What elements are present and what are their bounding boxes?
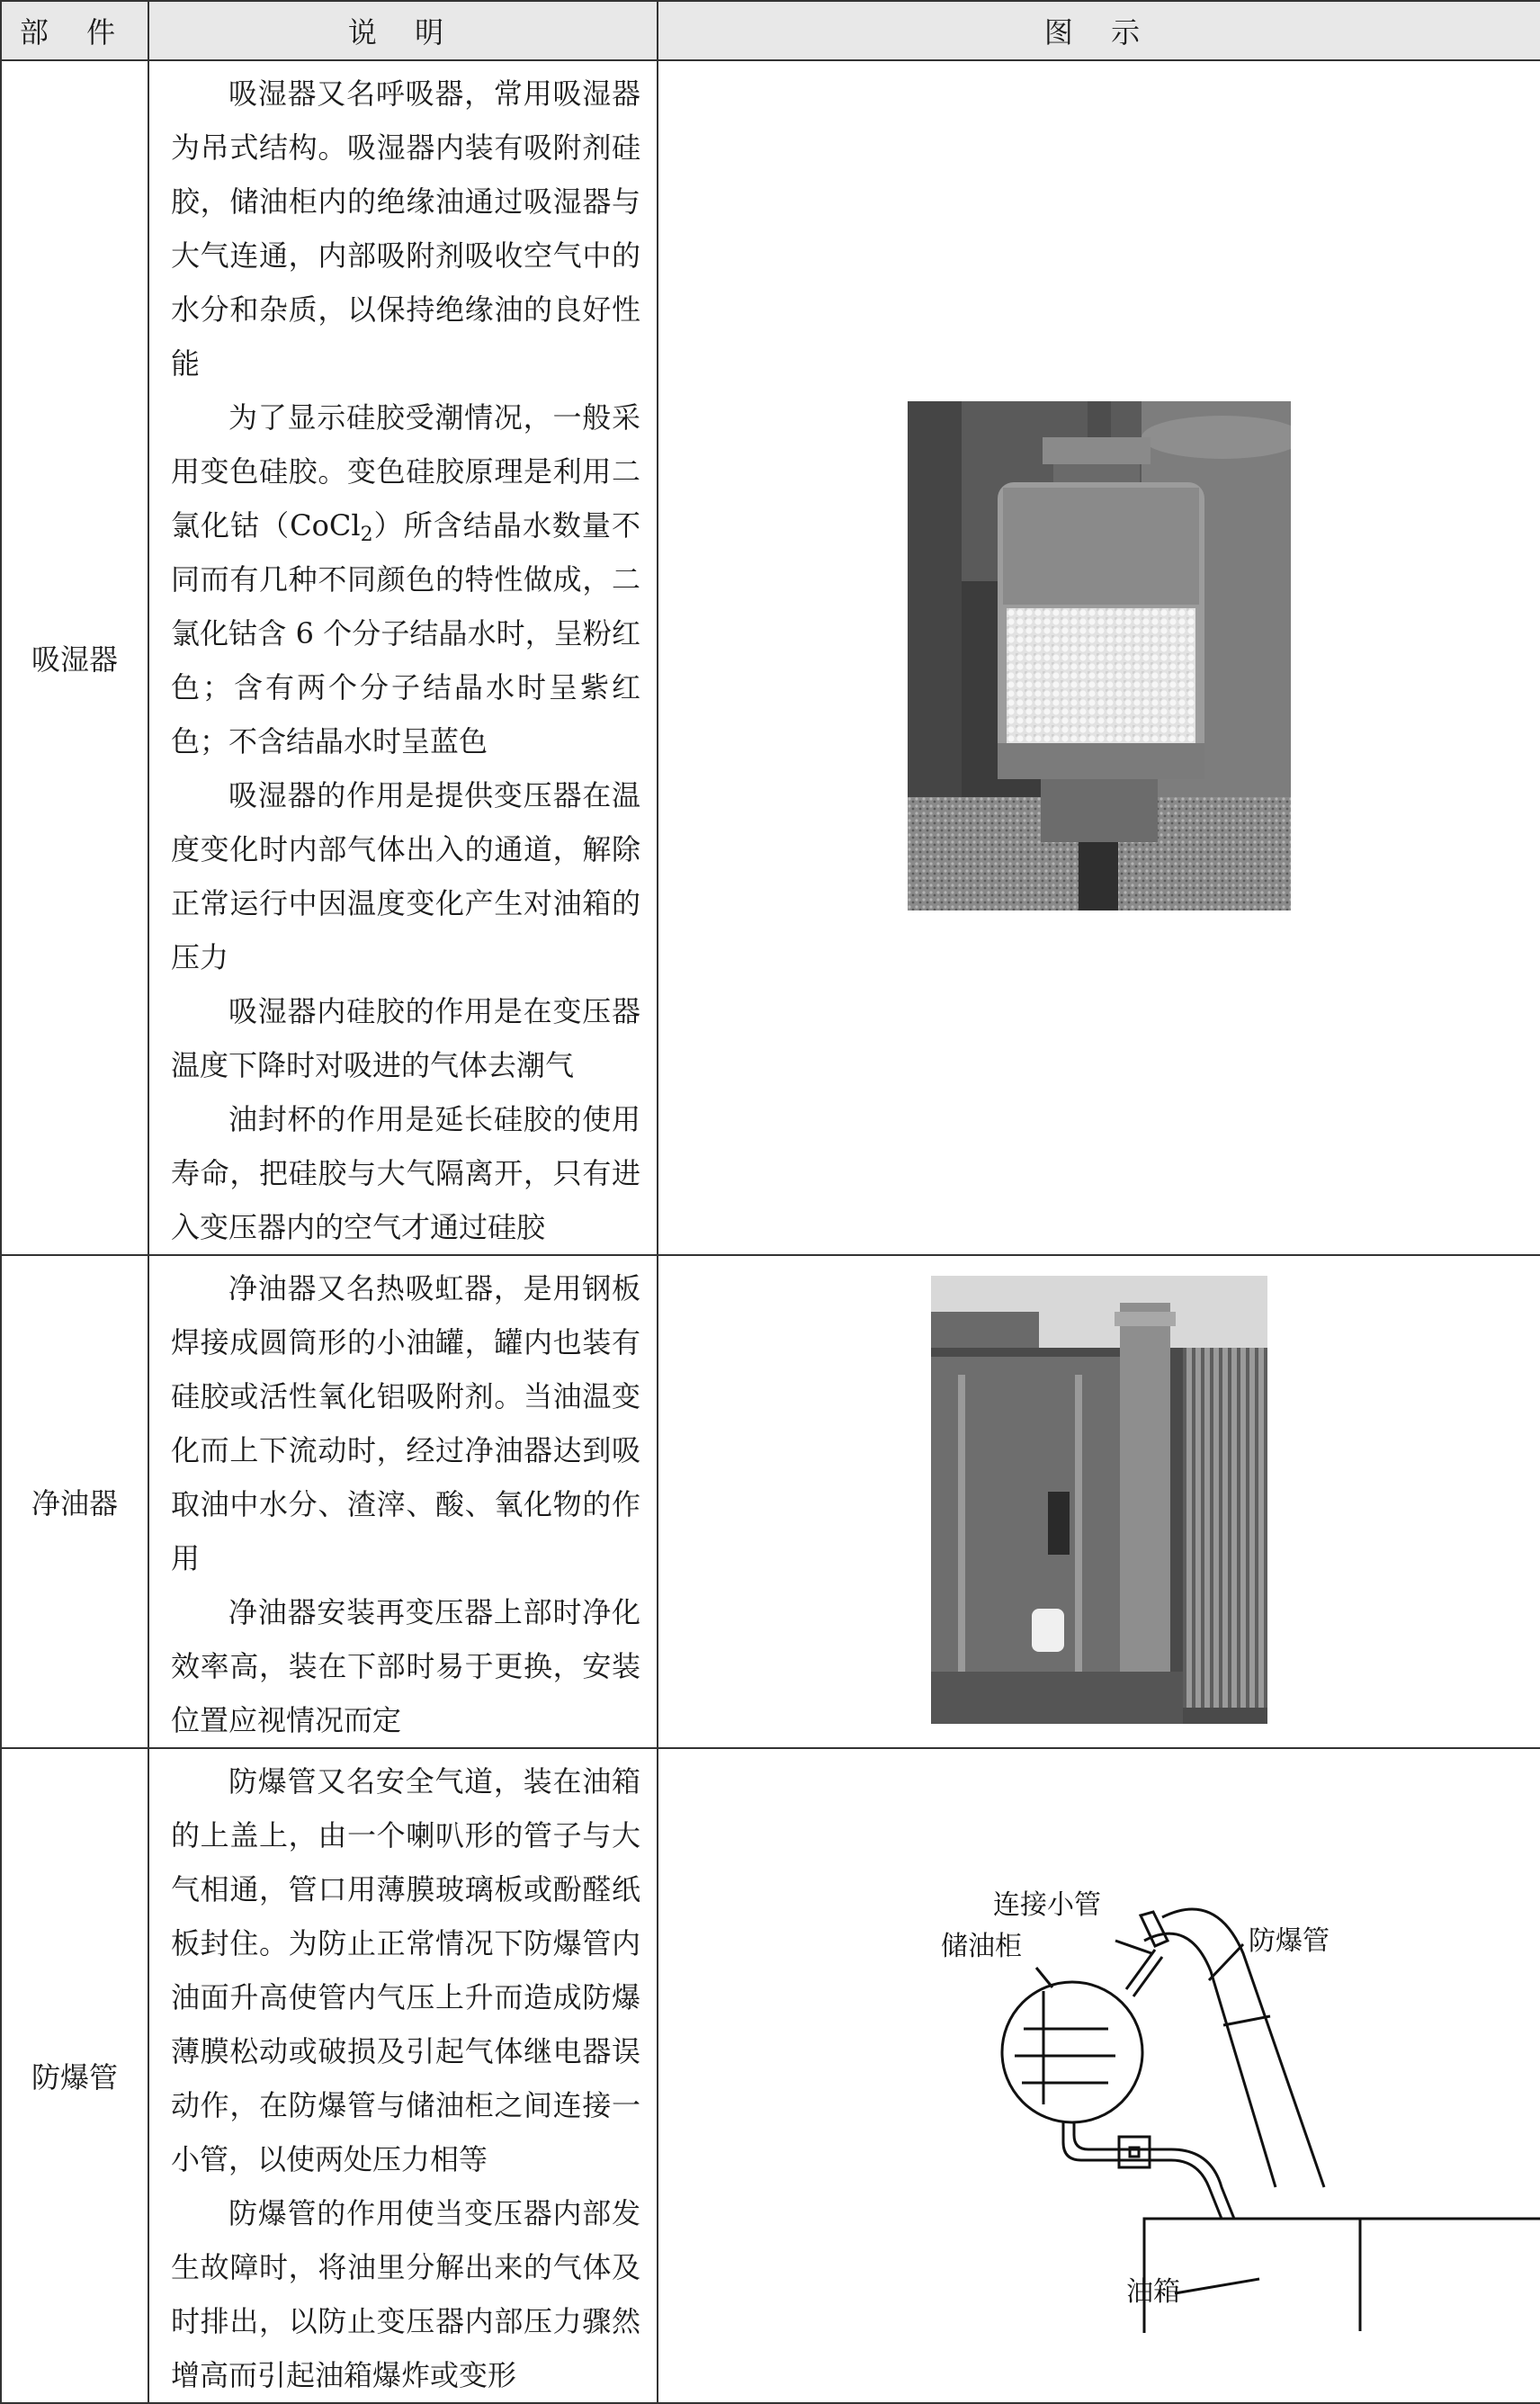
breather-photo <box>908 401 1291 910</box>
description-paragraph: 吸湿器的作用是提供变压器在温度变化时内部气体出入的通道，解除正常运行中因温度变化产生对油箱的压力 <box>171 778 640 974</box>
label-connector-pipe: 连接小管 <box>993 1889 1101 1921</box>
figure-cell <box>658 1255 1540 1748</box>
label-oil-tank: 油箱 <box>1126 2276 1180 2308</box>
conservator-circle <box>1002 1982 1142 2122</box>
description-paragraph: 净油器又名热吸虹器，是用钢板焊接成圆筒形的小油罐，罐内也装有硅胶或活性氧化铝吸附剂。当油温变化而上下流动时，经过净油器达到吸取油中水分、渣滓、酸、氧化物的作用 <box>171 1271 640 1575</box>
figure-cell <box>658 1748 1540 2403</box>
explosion-pipe-diagram <box>658 1764 1540 2387</box>
part-name: 吸湿器 <box>1 60 148 1255</box>
description-paragraph: 防爆管的作用使当变压器内部发生故障时，将油里分解出来的气体及时排出，以防止变压器内部压力骤然增高而引起油箱爆炸或变形 <box>171 2196 640 2392</box>
description-paragraph: 防爆管又名安全气道，装在油箱的上盖上，由一个喇叭形的管子与大气相通，管口用薄膜玻璃板或酚醛纸板封住。为防止正常情况下防爆管内油面升高使管内气压上升而造成防爆薄膜松动或破损及引起气体继电器误动作，在防爆管与储油柜之间连接一小管，以使两处压力相等 <box>171 1764 640 2176</box>
description-cell <box>148 1255 658 1748</box>
description-paragraph: 油封杯的作用是延长硅胶的使用寿命，把硅胶与大气隔离开，只有进入变压器内的空气才通过硅胶 <box>171 1102 640 1244</box>
description-paragraph: 吸湿器内硅胶的作用是在变压器温度下降时对吸进的气体去潮气 <box>171 994 640 1082</box>
part-name: 防爆管 <box>1 1748 148 2403</box>
description-cell <box>148 1748 658 2403</box>
description-paragraph: 净油器安装再变压器上部时净化效率高，装在下部时易于更换，安装位置应视情况而定 <box>171 1595 640 1737</box>
label-conservator: 储油柜 <box>941 1931 1022 1962</box>
header-description: 说 明 <box>148 1 658 60</box>
description-cell <box>148 60 658 1255</box>
header-figure: 图 示 <box>658 1 1540 60</box>
figure-cell <box>658 60 1540 1255</box>
part-name: 净油器 <box>1 1255 148 1748</box>
oil-purifier-photo <box>931 1276 1267 1724</box>
table-header-row <box>1 1 1540 60</box>
table-row-oil-purifier <box>1 1255 1540 1748</box>
description-paragraph: 为了显示硅胶受潮情况，一般采用变色硅胶。变色硅胶原理是利用二氯化钴（CoCl$_2$）所含结晶水数量不同而有几种不同颜色的特性做成，二氯化钴含 6 个分子结晶水时，呈粉红色；含有两个分子结晶水时呈紫红色；不含结晶水时呈蓝色 <box>171 400 640 758</box>
table-row-explosion-pipe <box>1 1748 1540 2403</box>
header-part: 部 件 <box>1 1 148 60</box>
table-row-breather <box>1 60 1540 1255</box>
label-explosion-pipe: 防爆管 <box>1249 1925 1330 1957</box>
description-paragraph: 吸湿器又名呼吸器，常用吸湿器为吊式结构。吸湿器内装有吸附剂硅胶，储油柜内的绝缘油通过吸湿器与大气连通，内部吸附剂吸收空气中的水分和杂质，以保持绝缘油的良好性能 <box>171 76 640 381</box>
